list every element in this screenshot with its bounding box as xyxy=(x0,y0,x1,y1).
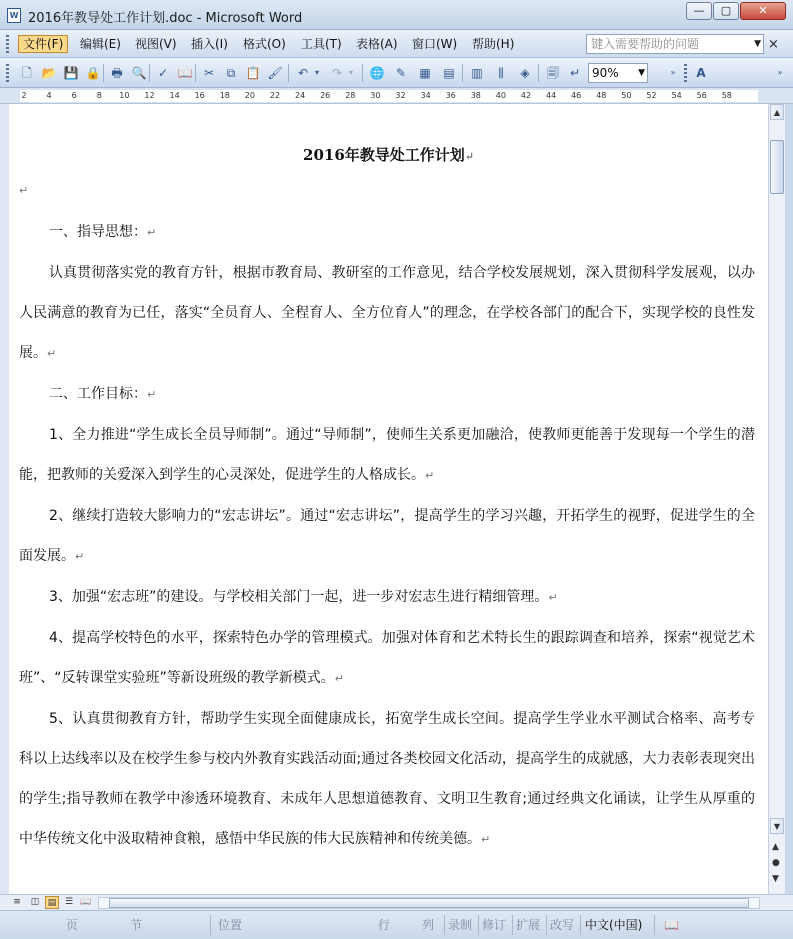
ruler-tick-label: 44 xyxy=(546,91,557,100)
ruler-tick-label: 22 xyxy=(269,91,281,100)
ruler-tick-label: 8 xyxy=(96,91,102,100)
status-extend[interactable]: 扩展 xyxy=(516,918,541,932)
select-browse-object-icon[interactable]: ● xyxy=(772,858,780,868)
zoom-select[interactable] xyxy=(588,63,648,83)
vertical-scrollbar[interactable] xyxy=(768,104,785,894)
format-icon[interactable]: A xyxy=(696,66,706,80)
help-search-input[interactable] xyxy=(586,34,764,54)
menu-file[interactable]: 文件(F) xyxy=(18,35,68,53)
ruler-tick-label: 54 xyxy=(671,91,682,100)
hyperlink-icon[interactable]: 🌐 xyxy=(369,66,385,80)
spelling-icon[interactable]: ✓ xyxy=(157,66,169,80)
save-icon[interactable]: 💾 xyxy=(63,66,79,80)
ruler-tick-label: 34 xyxy=(420,91,431,100)
paragraph-goal-4 xyxy=(19,618,755,699)
status-divider xyxy=(210,915,211,935)
zoom-value: 90% xyxy=(592,66,619,80)
status-overtype[interactable]: 改写 xyxy=(550,918,575,932)
previous-page-icon[interactable]: ▲ xyxy=(772,842,779,852)
title-bar xyxy=(0,0,793,30)
toolbar-separator xyxy=(362,64,363,82)
permission-icon[interactable]: 🔒 xyxy=(85,66,101,80)
status-position: 位置 xyxy=(218,918,243,932)
paragraph-text: 2、继续打造较大影响力的“宏志讲坛”。通过“宏志讲坛”，提高学生的学习兴趣，开拓学生的视野，促进学生的全面发展。 xyxy=(19,508,755,564)
paragraph-mark: ↵ xyxy=(147,226,157,239)
reading-layout-icon[interactable]: 📖 xyxy=(80,897,92,907)
copy-icon[interactable]: ⧉ xyxy=(226,66,236,80)
paragraph-text: 一、指导思想： xyxy=(49,224,147,240)
redo-icon[interactable]: ↷ xyxy=(331,66,343,80)
document-body xyxy=(19,212,755,860)
help-search-placeholder: 键入需要帮助的问题 xyxy=(591,37,700,51)
paragraph-goal-1 xyxy=(19,415,755,496)
document-page[interactable] xyxy=(0,104,768,894)
ruler-tick-label: 40 xyxy=(495,91,506,100)
document-map-icon[interactable]: ◈ xyxy=(520,66,530,80)
vertical-scroll-thumb[interactable] xyxy=(770,140,784,194)
paragraph-goal-5 xyxy=(19,699,755,860)
menu-tools[interactable]: 工具(T) xyxy=(301,37,342,51)
ruler-tick-label: 6 xyxy=(71,91,77,100)
document-close-button[interactable]: × xyxy=(768,37,779,52)
maximize-button[interactable]: ▢ xyxy=(713,2,739,20)
toolbar-separator xyxy=(195,64,196,82)
ruler-tick-label: 46 xyxy=(571,91,582,100)
normal-view-icon[interactable]: ≡ xyxy=(13,897,21,907)
format-toolbar-grip[interactable] xyxy=(684,64,687,82)
ruler-tick-label: 12 xyxy=(144,91,155,100)
ruler-tick-label: 50 xyxy=(621,91,632,100)
toolbar-options-icon[interactable]: » xyxy=(777,68,783,77)
horizontal-scrollbar[interactable] xyxy=(98,897,760,909)
menu-view[interactable]: 视图(V) xyxy=(135,37,177,51)
paragraph-text: 1、全力推进“学生成长全员导师制”。通过“导师制”，使师生关系更加融洽，使教师更能善于发现每一个学生的潜能，把教师的关爱深入到学生的心灵深处，促进学生的人格成长。 xyxy=(19,427,755,483)
ruler-tick-label: 28 xyxy=(345,91,356,100)
minimize-button[interactable]: — xyxy=(686,2,712,20)
paragraph-text: 5、认真贯彻教育方针，帮助学生实现全面健康成长，拓宽学生成长空间。提高学生学业水平测试合格率、高考专科以上达线率以及在校学生参与校内外教育实践活动面;通过各类校园文化活动，提高学生的成就感，大力表彰表现突出的学生;指导教师在教学中渗透环境教育、未成年人思想道德教育、文明卫生教育;通过经典文化诵读，让学生从厚重的中华传统文化中汲取精神食粮，感悟中华民族的伟大民族精神和传统美德。 xyxy=(19,711,755,847)
paragraph-mark: ↵ xyxy=(481,833,491,846)
paragraph-goal-2 xyxy=(19,496,755,577)
paragraph-mark: ↵ xyxy=(425,469,435,482)
status-divider xyxy=(444,915,445,935)
ruler-tick-label: 32 xyxy=(395,91,406,100)
outline-view-icon[interactable]: ☰ xyxy=(64,897,74,907)
ruler-tick-label: 20 xyxy=(244,91,255,100)
research-icon[interactable]: 📖 xyxy=(177,66,193,80)
window-title: 2016年教导处工作计划.doc - Microsoft Word xyxy=(28,11,303,26)
paragraph-mark: ↵ xyxy=(75,550,85,563)
horizontal-ruler[interactable] xyxy=(0,88,793,104)
chevron-down-icon[interactable]: ▼ xyxy=(638,68,645,78)
paragraph-heading-1 xyxy=(19,212,755,253)
ruler-tick-label: 56 xyxy=(696,91,707,100)
document-title xyxy=(9,144,768,165)
horizontal-scroll-thumb[interactable] xyxy=(109,898,749,908)
paragraph-text: 二、工作目标： xyxy=(49,386,147,402)
toolbar-grip[interactable] xyxy=(6,64,9,82)
toolbar-separator xyxy=(288,64,289,82)
scroll-up-arrow-icon[interactable]: ▲ xyxy=(770,104,784,120)
drawing-icon[interactable]: ⫼ xyxy=(498,66,504,80)
toolbar-separator xyxy=(103,64,104,82)
ruler-tick-label: 4 xyxy=(46,91,52,100)
menubar-grip[interactable] xyxy=(6,35,9,53)
status-divider xyxy=(654,915,655,935)
print-preview-icon[interactable]: 🔍 xyxy=(131,66,147,80)
insert-excel-icon[interactable]: ▤ xyxy=(443,66,455,80)
status-bar xyxy=(0,910,793,939)
show-hide-icon[interactable]: ↵ xyxy=(569,66,581,80)
status-divider xyxy=(546,915,547,935)
ruler-tick-label: 18 xyxy=(219,91,230,100)
read-icon[interactable]: 🗐 xyxy=(547,66,559,80)
print-layout-icon[interactable]: ▤ xyxy=(45,896,59,909)
next-page-icon[interactable]: ▼ xyxy=(772,874,779,884)
ruler-tick-label: 10 xyxy=(119,91,130,100)
view-and-hscroll-bar xyxy=(0,894,793,910)
paragraph-mark: ↵ xyxy=(147,388,157,401)
status-divider xyxy=(478,915,479,935)
ruler-tick-label: 14 xyxy=(169,91,180,100)
paragraph-mark: ↵ xyxy=(334,672,344,685)
menu-bar xyxy=(0,30,793,58)
standard-toolbar xyxy=(0,58,793,88)
print-icon[interactable]: 🖶 xyxy=(111,66,123,80)
document-title-text: 2016年教导处工作计划 xyxy=(303,146,465,164)
status-divider xyxy=(512,915,513,935)
redo-dropdown-icon[interactable]: ▾ xyxy=(348,68,353,77)
toolbar-separator xyxy=(149,64,150,82)
paragraph-text: 4、提高学校特色的水平，探索特色办学的管理模式。加强对体育和艺术特长生的跟踪调查和培养，探索“视觉艺术班”、“反转课堂实验班”等新设班级的教学新模式。 xyxy=(19,630,755,686)
toolbar-separator xyxy=(538,64,539,82)
status-column: 列 xyxy=(422,918,435,932)
ruler-tick-label: 24 xyxy=(295,91,306,100)
menu-window[interactable]: 窗口(W) xyxy=(412,37,458,51)
status-line: 行 xyxy=(378,918,391,932)
word-app-icon[interactable]: W xyxy=(7,8,21,23)
menu-insert[interactable]: 插入(I) xyxy=(191,37,228,51)
undo-dropdown-icon[interactable]: ▾ xyxy=(314,68,319,77)
ruler-tick-label: 48 xyxy=(596,91,607,100)
toolbar-separator xyxy=(462,64,463,82)
menu-table[interactable]: 表格(A) xyxy=(356,37,398,51)
status-track-changes[interactable]: 修订 xyxy=(482,918,507,932)
paragraph-mark: ↵ xyxy=(464,150,474,163)
paste-icon[interactable]: 📋 xyxy=(245,66,261,80)
toolbar-options-icon[interactable]: » xyxy=(670,68,676,77)
ruler-tick-label: 52 xyxy=(646,91,657,100)
paragraph-heading-2 xyxy=(19,374,755,415)
ruler-tick-label: 26 xyxy=(320,91,331,100)
ruler-tick-label: 30 xyxy=(370,91,381,100)
close-button[interactable]: ✕ xyxy=(740,2,786,20)
cut-icon[interactable]: ✂ xyxy=(203,66,215,80)
menu-edit[interactable]: 编辑(E) xyxy=(80,37,121,51)
new-doc-icon[interactable]: 🗋 xyxy=(22,66,32,80)
menu-format[interactable]: 格式(O) xyxy=(243,37,286,51)
status-section: 节 xyxy=(130,918,143,932)
chevron-down-icon[interactable]: ▼ xyxy=(754,39,761,49)
paragraph-mark: ↵ xyxy=(548,591,558,604)
ruler-tick-label: 2 xyxy=(21,91,27,100)
ruler-tick-label: 38 xyxy=(470,91,481,100)
paragraph-mark: ↵ xyxy=(47,347,57,360)
paragraph-body xyxy=(19,253,755,374)
spelling-status-icon[interactable]: 📖 xyxy=(664,918,679,932)
ruler-tick-label: 36 xyxy=(445,91,456,100)
status-language[interactable]: 中文(中国) xyxy=(585,918,643,932)
paragraph-text: 3、加强“宏志班”的建设。与学校相关部门一起，进一步对宏志生进行精细管理。 xyxy=(49,589,549,605)
open-icon[interactable]: 📂 xyxy=(41,66,57,80)
ruler-strip xyxy=(20,90,758,102)
status-divider xyxy=(580,915,581,935)
status-page: 页 xyxy=(66,918,79,932)
empty-paragraph-mark: ↵ xyxy=(19,184,29,197)
columns-icon[interactable]: ▥ xyxy=(471,66,483,80)
ruler-tick-label: 42 xyxy=(520,91,532,100)
undo-icon[interactable]: ↶ xyxy=(297,66,309,80)
insert-table-icon[interactable]: ▦ xyxy=(419,66,431,80)
paragraph-goal-3 xyxy=(19,577,755,618)
ruler-tick-label: 16 xyxy=(194,91,205,100)
tables-borders-icon[interactable]: ✎ xyxy=(395,66,407,80)
scroll-down-arrow-icon[interactable]: ▼ xyxy=(770,818,784,834)
menu-help[interactable]: 帮助(H) xyxy=(472,37,515,51)
web-layout-icon[interactable]: ◫ xyxy=(30,897,40,907)
status-record[interactable]: 录制 xyxy=(448,918,473,932)
format-painter-icon[interactable]: 🖌 xyxy=(267,66,283,80)
ruler-tick-label: 58 xyxy=(721,91,732,100)
paragraph-text: 认真贯彻落实党的教育方针，根据市教育局、教研室的工作意见，结合学校发展规划，深入贯彻科学发展观，以办人民满意的教育为已任，落实“全员育人、全程育人、全方位育人”的理念，在学校各部门的配合下，实现学校的良性发展。 xyxy=(19,265,755,361)
